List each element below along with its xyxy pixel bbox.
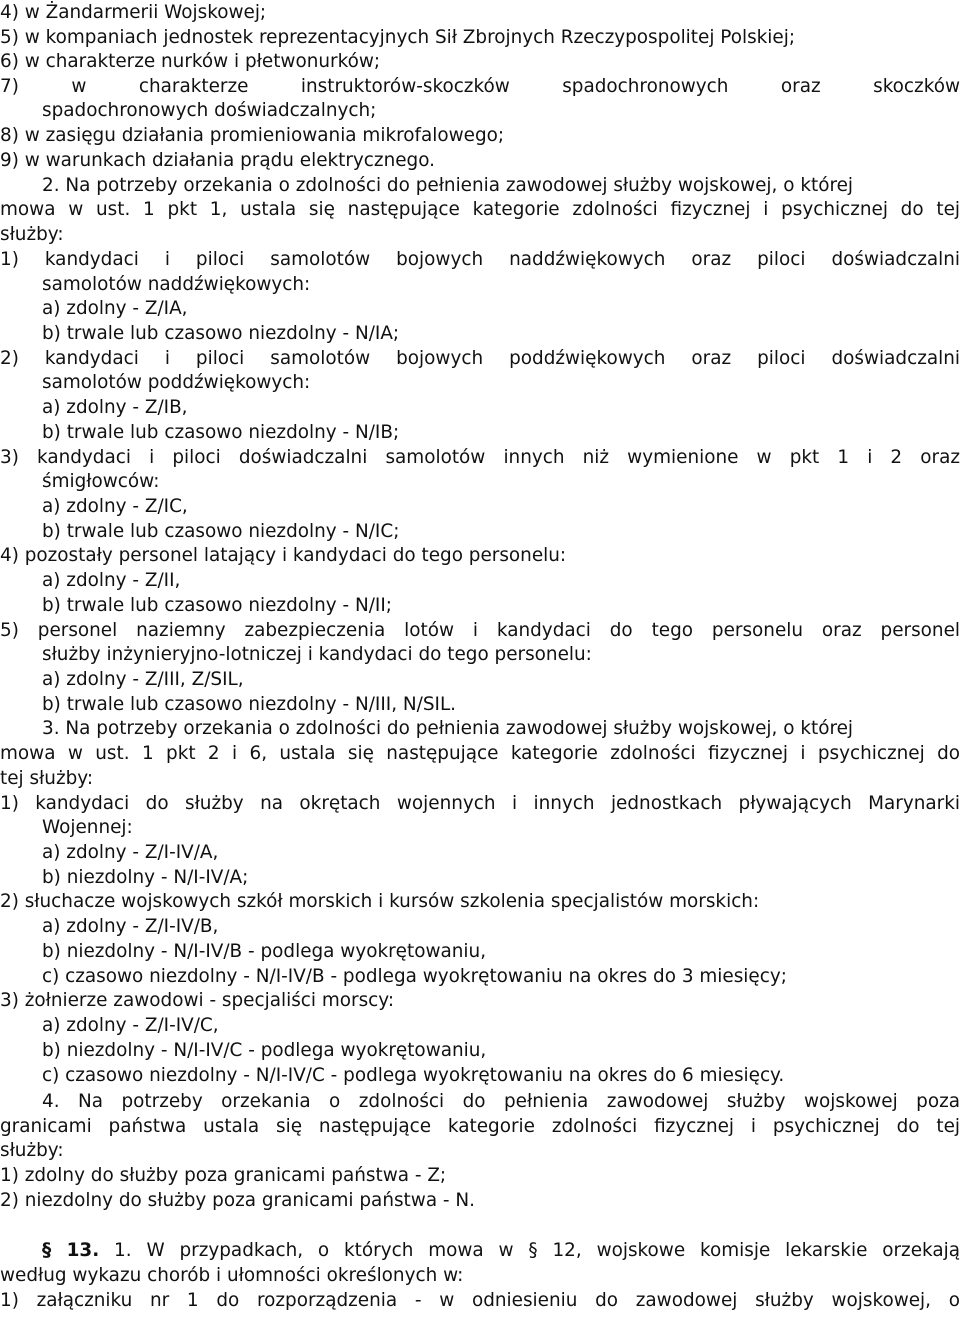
list-subitem: c) czasowo niezdolny - N/I-IV/B - podlega wyokrętowaniu na okres do 3 miesięcy; [42,966,787,987]
list-subitem: b) niezdolny - N/I-IV/B - podlega wyokrętowaniu, [42,941,487,962]
section-text: 1. W przypadkach, o których mowa w § 12, wojskowe komisje lekarskie orzekają [99,1240,960,1261]
text-line: 1) kandydaci do służby na okrętach wojennych i innych jednostkach pływających Marynarki [0,793,960,814]
section-marker: § 13. [42,1240,100,1261]
text-line: według wykazu chorób i ułomności określonych w: [0,1265,464,1286]
text-line: 3) kandydaci i piloci doświadczalni samolotów innych niż wymienione w pkt 1 i 2 oraz [0,447,960,468]
list-subitem: b) trwale lub czasowo niezdolny - N/IB; [42,422,400,443]
list-subitem: b) niezdolny - N/I-IV/A; [42,867,249,888]
list-subitem: b) trwale lub czasowo niezdolny - N/II; [42,595,392,616]
list-subitem: b) trwale lub czasowo niezdolny - N/IC; [42,521,400,542]
text-line: 3) żołnierze zawodowi - specjaliści morscy: [0,990,395,1011]
text-line: Wojennej: [42,817,133,838]
text-line: 7) w charakterze instruktorów-skoczków spadochronowych oraz skoczków [0,76,960,97]
text-line: 5) w kompaniach jednostek reprezentacyjnych Sił Zbrojnych Rzeczypospolitej Polskiej; [0,27,796,48]
text-line: służby: [0,224,64,245]
list-subitem: b) niezdolny - N/I-IV/C - podlega wyokrętowaniu, [42,1040,487,1061]
text-line: mowa w ust. 1 pkt 2 i 6, ustala się następujące kategorie zdolności fizycznej i psychicznej do [0,743,960,764]
list-subitem: a) zdolny - Z/II, [42,570,181,591]
list-subitem: a) zdolny - Z/IB, [42,397,188,418]
list-subitem: a) zdolny - Z/I-IV/B, [42,916,219,937]
paragraph-start: 3. Na potrzeby orzekania o zdolności do pełnienia zawodowej służby wojskowej, o której [42,718,854,739]
text-line: 8) w zasięgu działania promieniowania mikrofalowego; [0,125,505,146]
text-line: śmigłowców: [42,471,160,492]
paragraph-start: 4. Na potrzeby orzekania o zdolności do pełnienia zawodowej służby wojskowej poza [42,1091,960,1112]
list-subitem: c) czasowo niezdolny - N/I-IV/C - podlega wyokrętowaniu na okres do 6 miesięcy. [42,1065,785,1086]
text-line: samolotów naddźwiękowych: [42,274,311,295]
list-subitem: b) trwale lub czasowo niezdolny - N/IA; [42,323,400,344]
list-subitem: a) zdolny - Z/I-IV/C, [42,1015,219,1036]
text-line: 2) kandydaci i piloci samolotów bojowych poddźwiękowych oraz piloci doświadczalni [0,348,960,369]
text-line: samolotów poddźwiękowych: [42,372,311,393]
text-line: granicami państwa ustala się następujące kategorie zdolności fizycznej i psychicznej do tej [0,1116,960,1137]
text-line: tej służby: [0,768,94,789]
text-line: 2) niezdolny do służby poza granicami państwa - N. [0,1190,476,1211]
text-line: 5) personel naziemny zabezpieczenia lotów i kandydaci do tego personelu oraz personel [0,620,960,641]
section-13-heading-line [42,1240,960,1262]
text-line: 1) zdolny do służby poza granicami państwa - Z; [0,1165,447,1186]
text-line: spadochronowych doświadczalnych; [42,100,377,121]
text-line: 1) załączniku nr 1 do rozporządzenia - w odniesieniu do zawodowej służby wojskowej, o [0,1290,960,1311]
list-subitem: a) zdolny - Z/III, Z/SIL, [42,669,244,690]
text-line: 1) kandydaci i piloci samolotów bojowych naddźwiękowych oraz piloci doświadczalni [0,249,960,270]
text-line: 4) pozostały personel latający i kandydaci do tego personelu: [0,545,567,566]
list-subitem: a) zdolny - Z/IC, [42,496,188,517]
text-line: 6) w charakterze nurków i płetwonurków; [0,51,381,72]
list-subitem: a) zdolny - Z/I-IV/A, [42,842,219,863]
list-subitem: b) trwale lub czasowo niezdolny - N/III, N/SIL. [42,694,457,715]
list-subitem: a) zdolny - Z/IA, [42,298,188,319]
text-line: 2) słuchacze wojskowych szkół morskich i kursów szkolenia specjalistów morskich: [0,891,760,912]
paragraph-start: 2. Na potrzeby orzekania o zdolności do pełnienia zawodowej służby wojskowej, o której [42,175,854,196]
text-line: służby inżynieryjno-lotniczej i kandydaci do tego personelu: [42,644,592,665]
text-line: mowa w ust. 1 pkt 1, ustala się następujące kategorie zdolności fizycznej i psychicznej do tej [0,199,960,220]
text-line: służby: [0,1140,64,1161]
text-line: 4) w Żandarmerii Wojskowej; [0,2,267,23]
text-line: 9) w warunkach działania prądu elektrycznego. [0,150,435,171]
